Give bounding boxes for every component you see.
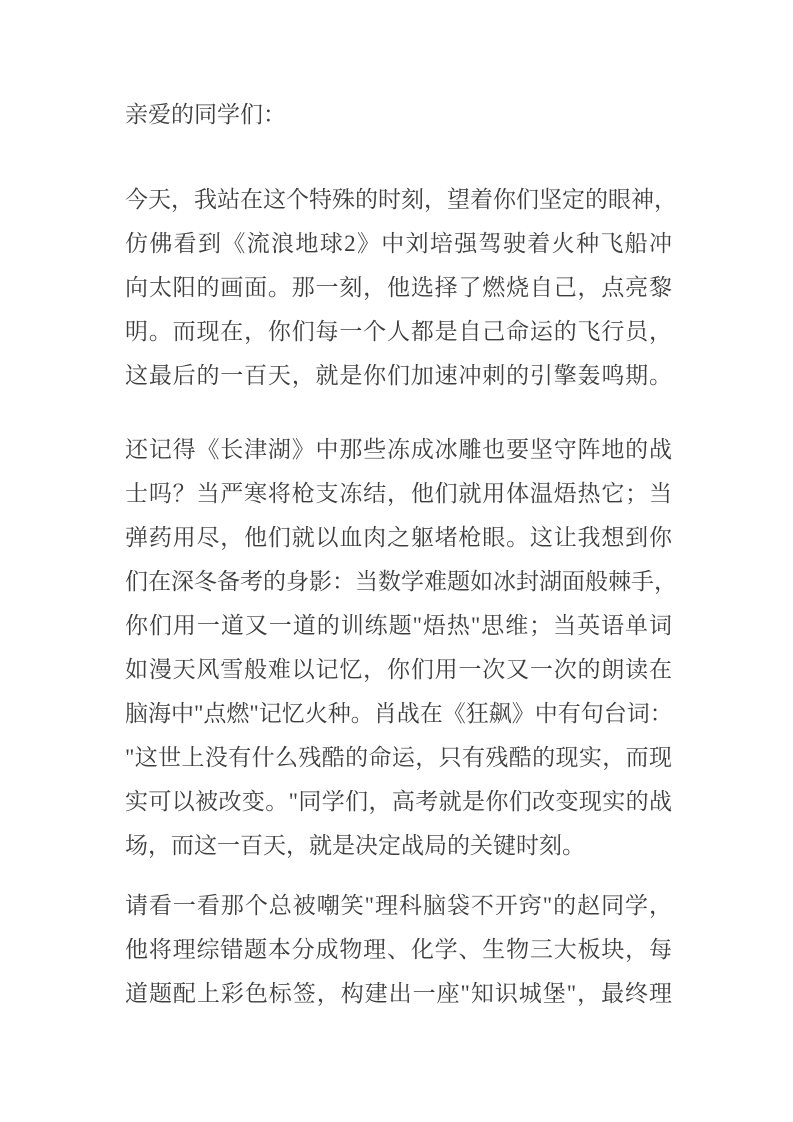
text-line: 还记得《长津湖》中那些冻成冰雕也要坚守阵地的战 — [125, 437, 672, 462]
text-line: 道题配上彩色标签，构建出一座"知识城堡"，最终理 — [125, 981, 672, 1006]
text-line: 请看一看那个总被嘲笑"理科脑袋不开窍"的赵同学， — [125, 893, 672, 918]
text-line: 场，而这一百天，就是决定战局的关键时刻。 — [125, 833, 585, 858]
text-line: 仿佛看到《流浪地球2》中刘培强驾驶着火种飞船冲 — [125, 231, 672, 256]
text-line: 他将理综错题本分成物理、化学、生物三大板块，每 — [125, 937, 672, 962]
text-line: 脑海中"点燃"记忆火种。肖战在《狂飙》中有句台词： — [125, 701, 673, 726]
paragraph-zhao-student — [125, 884, 672, 1016]
text-line: 亲爱的同学们： — [125, 102, 286, 127]
text-line: "这世上没有什么残酷的命运，只有残酷的现实，而现 — [125, 745, 672, 770]
text-line: 明。而现在，你们每一个人都是自己命运的飞行员， — [125, 319, 672, 344]
paragraph-changjinhu — [125, 428, 677, 868]
text-line: 向太阳的画面。那一刻，他选择了燃烧自己，点亮黎 — [125, 275, 672, 300]
text-line: 这最后的一百天，就是你们加速冲刺的引擎轰鸣期。 — [125, 363, 672, 388]
paragraph-countdown — [125, 178, 677, 398]
paragraph-greeting — [125, 93, 672, 137]
text-line: 今天，我站在这个特殊的时刻，望着你们坚定的眼神， — [125, 187, 677, 212]
text-line: 士吗？当严寒将枪支冻结，他们就用体温焐热它；当 — [125, 481, 672, 506]
text-line: 们在深冬备考的身影：当数学难题如冰封湖面般棘手， — [125, 569, 677, 594]
text-line: 弹药用尽，他们就以血肉之躯堵枪眼。这让我想到你 — [125, 525, 672, 550]
text-line: 实可以被改变。"同学们，高考就是你们改变现实的战 — [125, 789, 672, 814]
text-line: 如漫天风雪般难以记忆，你们用一次又一次的朗读在 — [125, 657, 672, 682]
text-line: 你们用一道又一道的训练题"焐热"思维；当英语单词 — [125, 613, 672, 638]
